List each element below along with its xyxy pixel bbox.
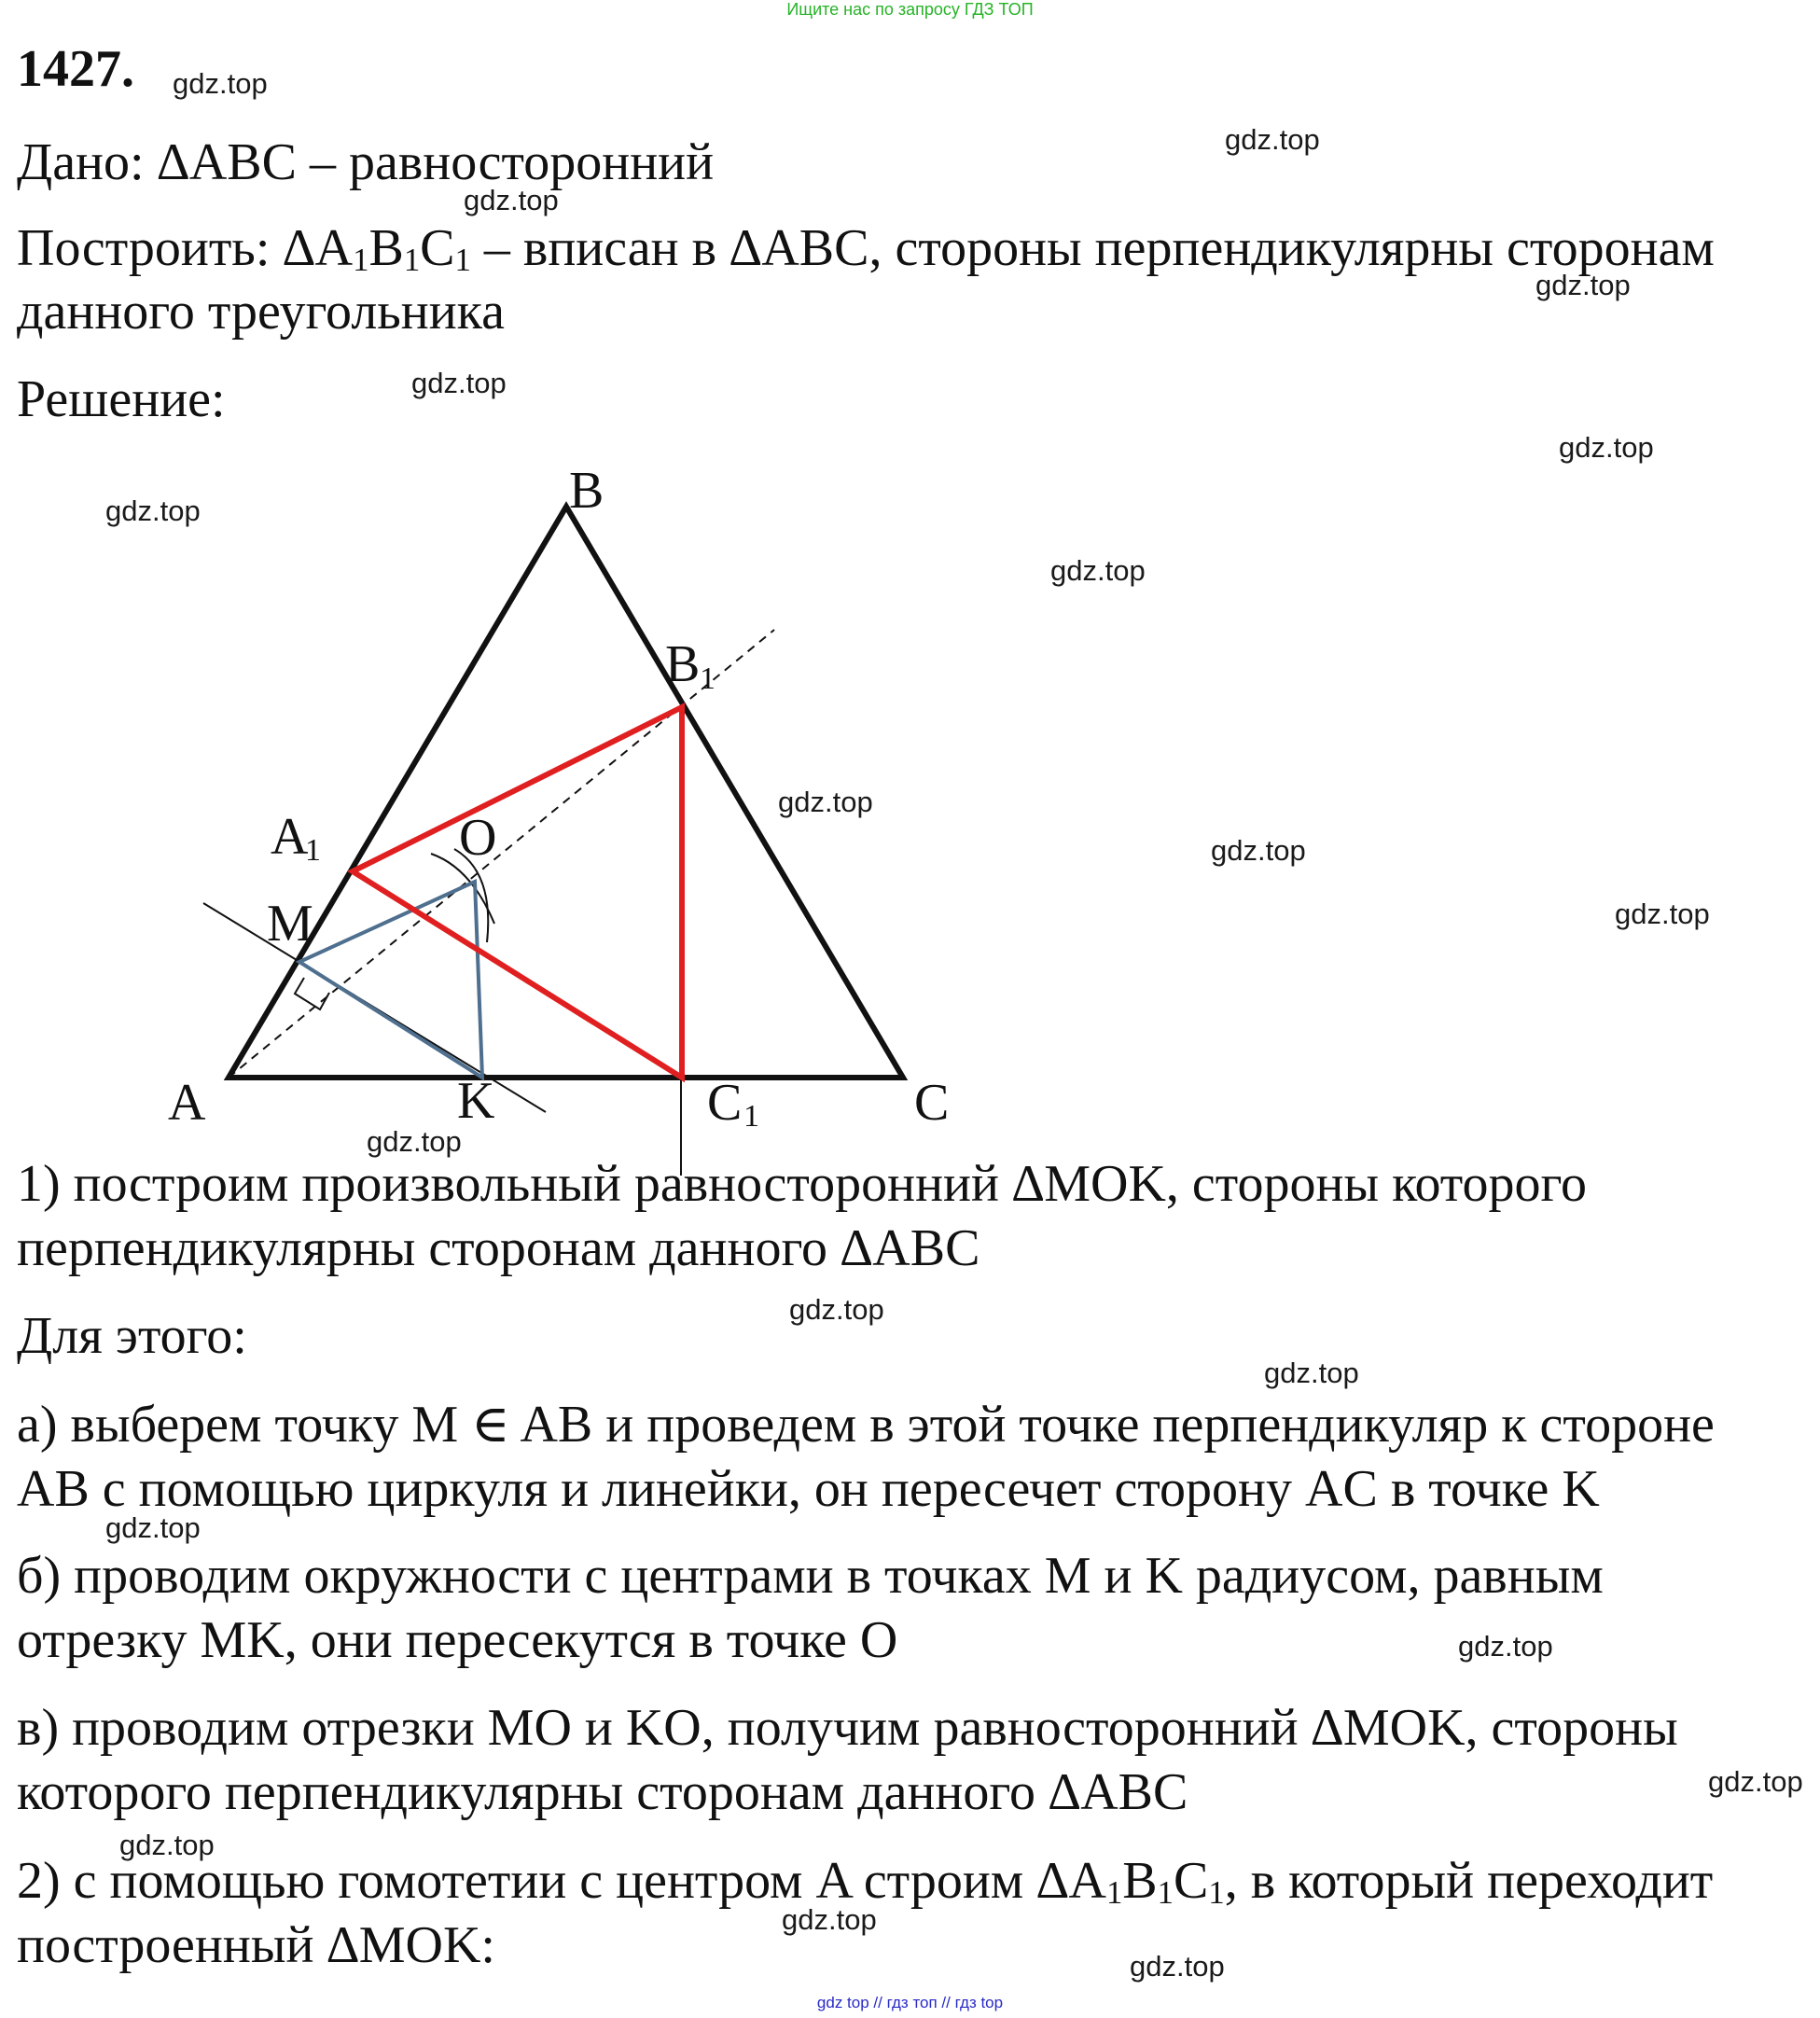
for-this-label: Для этого: bbox=[17, 1307, 247, 1365]
problem-number: 1427. bbox=[17, 40, 134, 98]
header-note: Ищите нас по запросу ГДЗ ТОП bbox=[786, 0, 1034, 19]
label-b1: B bbox=[665, 635, 701, 693]
watermark: gdz.top bbox=[782, 1903, 877, 1936]
step-b-line-1: б) проводим окружности с центрами в точках M и K радиусом, равным bbox=[17, 1547, 1604, 1605]
right-angle-mark bbox=[295, 978, 329, 1009]
watermark: gdz.top bbox=[778, 786, 873, 818]
watermark: gdz.top bbox=[1615, 898, 1710, 930]
construct-text: C bbox=[420, 219, 455, 277]
label-c: C bbox=[914, 1074, 950, 1132]
watermark: gdz.top bbox=[1264, 1357, 1359, 1389]
watermark: gdz.top bbox=[105, 494, 201, 527]
construct-text: B bbox=[368, 219, 404, 277]
step-a-line-1: а) выберем точку M ∈ AB и проведем в этой точке перпендикуляр к стороне bbox=[17, 1396, 1715, 1454]
watermark: gdz.top bbox=[1535, 269, 1631, 301]
step-2-sub: 1 bbox=[1105, 1874, 1123, 1912]
construct-line-2: данного треугольника bbox=[17, 283, 505, 341]
construct-prefix: Построить: ∆A bbox=[17, 219, 354, 277]
watermark: gdz.top bbox=[789, 1293, 884, 1326]
label-a1-sub: 1 bbox=[305, 833, 321, 868]
step-b-line-2: отрезку MK, они пересекутся в точке O bbox=[17, 1611, 898, 1669]
step1-line-1: 1) построим произвольный равносторонний ∆MOK, стороны которого bbox=[17, 1155, 1588, 1213]
construct-sub: 1 bbox=[403, 242, 421, 279]
watermark: gdz.top bbox=[119, 1829, 215, 1861]
label-m: M bbox=[267, 895, 313, 953]
label-a: A bbox=[168, 1074, 206, 1132]
step-c-line-2: которого перпендикулярны сторонам данного ∆ABC bbox=[17, 1763, 1188, 1821]
watermark: gdz.top bbox=[173, 67, 268, 100]
watermark: gdz.top bbox=[1211, 834, 1306, 867]
given-line: Дано: ∆ABC – равносторонний bbox=[17, 133, 715, 191]
label-k: K bbox=[457, 1072, 495, 1130]
step-a-line-2: AB с помощью циркуля и линейки, он пересечет сторону AC в точке K bbox=[17, 1460, 1600, 1518]
label-b: B bbox=[569, 462, 604, 520]
watermark: gdz.top bbox=[367, 1125, 462, 1158]
construct-suffix: – вписан в ∆ABC, стороны перпендикулярны сторонам bbox=[470, 219, 1715, 277]
watermark: gdz.top bbox=[464, 184, 559, 216]
construct-sub: 1 bbox=[454, 242, 471, 279]
watermark: gdz.top bbox=[1130, 1950, 1225, 1983]
step-2-sub: 1 bbox=[1157, 1874, 1174, 1912]
step-2-suffix: , в который переходит bbox=[1224, 1852, 1714, 1910]
watermark: gdz.top bbox=[1458, 1630, 1553, 1663]
construct-sub: 1 bbox=[353, 242, 369, 279]
triangle-a1b1c1 bbox=[353, 707, 682, 1078]
watermark: gdz.top bbox=[1559, 431, 1654, 464]
watermark: gdz.top bbox=[1708, 1765, 1803, 1798]
label-o: O bbox=[459, 809, 497, 867]
step-c-line-1: в) проводим отрезки MO и KO, получим равносторонний ∆MOK, стороны bbox=[17, 1699, 1678, 1757]
label-c1-sub: 1 bbox=[743, 1099, 759, 1134]
step-2-text: B bbox=[1122, 1852, 1158, 1910]
step1-line-2: перпендикулярны сторонам данного ∆ABC bbox=[17, 1219, 980, 1277]
solution-label: Решение: bbox=[17, 370, 226, 428]
watermark: gdz.top bbox=[411, 367, 507, 399]
label-a1: A bbox=[271, 808, 309, 866]
step-2-sub: 1 bbox=[1208, 1874, 1225, 1912]
step-2-prefix: 2) с помощью гомотетии с центром A строим ∆A bbox=[17, 1852, 1106, 1910]
label-b1-sub: 1 bbox=[700, 661, 715, 696]
watermark: gdz.top bbox=[1225, 123, 1320, 156]
step-2-line-2: построенный ∆MOK: bbox=[17, 1916, 495, 1974]
watermark: gdz.top bbox=[105, 1511, 201, 1544]
label-c1: C bbox=[707, 1074, 743, 1132]
watermark: gdz.top bbox=[1050, 554, 1146, 587]
step-2-text: C bbox=[1174, 1852, 1209, 1910]
footer-note: gdz top // гдз топ // гдз top bbox=[816, 1994, 1004, 2011]
